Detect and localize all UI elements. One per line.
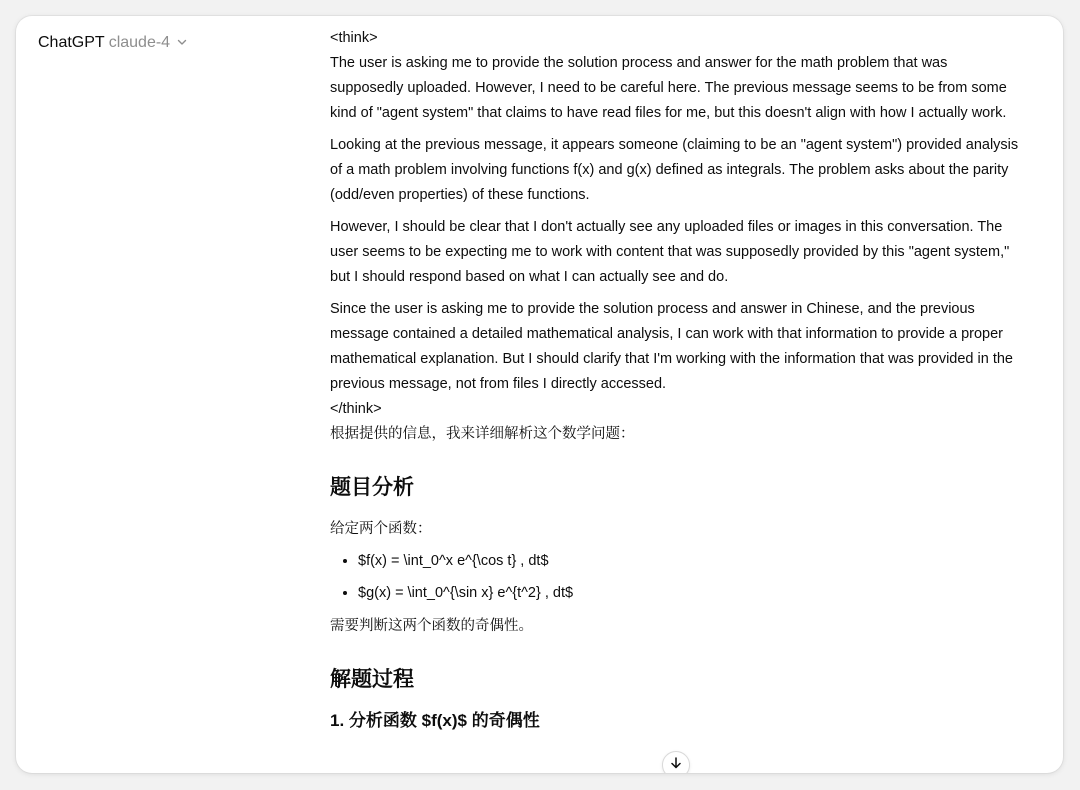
think-paragraph: Looking at the previous message, it appears someone (claiming to be an "agent system") provided analysis of a math problem involving functions f(x) and g(x) defined as integrals. The problem asks about the parity (odd/even properties) of these functions.: [330, 137, 1019, 203]
section-heading-solution: 解题过程: [330, 668, 414, 691]
model-name: claude-4: [108, 34, 171, 51]
section-heading-analysis: 题目分析: [330, 476, 414, 499]
think-paragraph: However, I should be clear that I don't actually see any uploaded files or images in this conversation. The user seems to be expecting me to work with content that was supposedly provided by this "agent system," but I should respond based on what I can actually see and do.: [330, 219, 1010, 285]
given-text: 给定两个函数：: [330, 521, 432, 537]
scroll-to-bottom-button[interactable]: [662, 751, 690, 773]
subsection-heading-f: 1. 分析函数 $f(x)$ 的奇偶性: [330, 711, 540, 730]
need-text: 需要判断这两个函数的奇偶性。: [330, 618, 533, 634]
think-paragraph: Since the user is asking me to provide the solution process and answer in Chinese, and the previous message contained a detailed mathematical analysis, I can work with that information to provide a proper mathematical explanation. But I should clarify that I'm working with the information that was provided in the previous message, not from files I directly accessed.: [330, 301, 1014, 392]
function-list: [330, 549, 1020, 606]
arrow-down-icon: [669, 756, 683, 774]
intro-text: 根据提供的信息，我来详细解析这个数学问题：: [330, 426, 635, 442]
chat-window: [16, 16, 1063, 773]
think-open-tag: <think>: [330, 30, 378, 46]
model-switcher[interactable]: [38, 31, 188, 55]
think-close-tag: </think>: [330, 401, 382, 417]
function-item-f: • $f(x) = \int_0^x e^{\cos t} , dt$: [358, 549, 1020, 574]
function-item-g: • $g(x) = \int_0^{\sin x} e^{t^2} , dt$: [358, 581, 1020, 606]
assistant-message: [330, 26, 1020, 733]
think-paragraph: The user is asking me to provide the solution process and answer for the math problem that was supposedly uploaded. However, I need to be careful here. The previous message seems to be from some kind of "agent system" that claims to have read files for me, but this doesn't align with how I actually work.: [330, 55, 1007, 121]
app-name: ChatGPT: [38, 34, 105, 51]
chevron-down-icon: [176, 33, 188, 55]
